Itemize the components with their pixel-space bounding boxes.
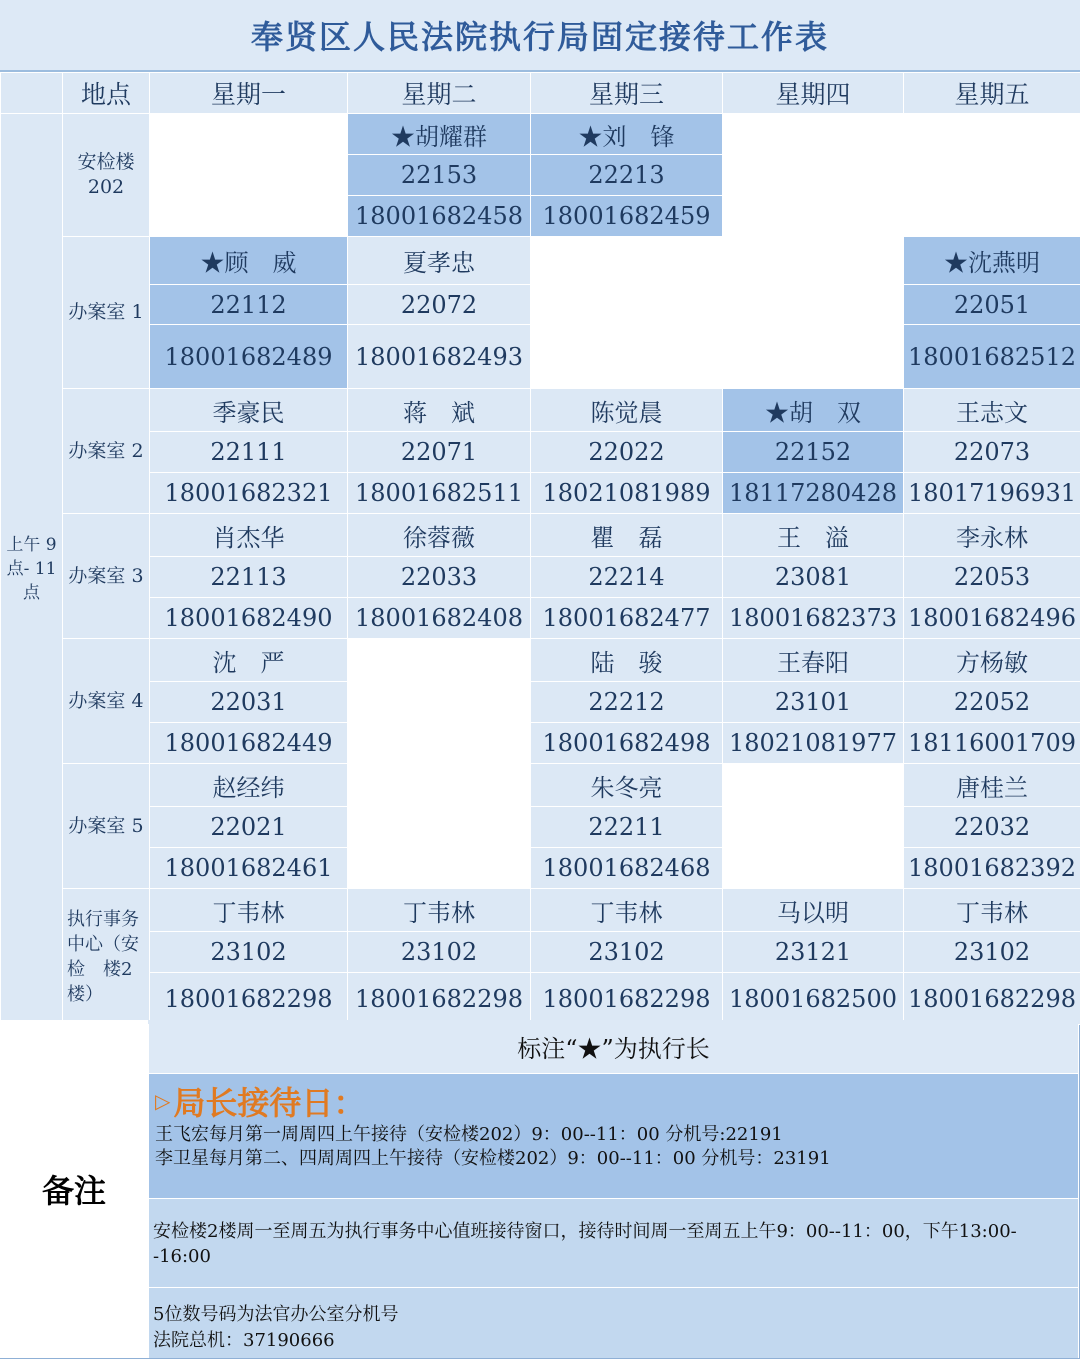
staff-phone: 18001682298 [531, 973, 723, 1025]
staff-name: 李永林 [904, 514, 1080, 557]
schedule-row [1, 557, 1080, 598]
staff-extension: 22211 [531, 807, 723, 848]
staff-name: 季豪民 [150, 389, 348, 432]
staff-name: 徐蓉薇 [348, 514, 531, 557]
schedule-row [1, 764, 1080, 807]
header-location: 地点 [63, 73, 150, 114]
staff-name [348, 764, 531, 807]
staff-name: 丁韦林 [904, 889, 1080, 932]
staff-name: 赵经纬 [150, 764, 348, 807]
staff-phone: 18001682493 [348, 325, 531, 389]
room-label: 办案室 5 [63, 764, 150, 889]
room-label: 办案室 3 [63, 514, 150, 639]
header-row [1, 73, 1080, 114]
staff-phone: 18001682511 [348, 473, 531, 514]
staff-extension: 22152 [723, 432, 904, 473]
staff-extension: 22051 [904, 285, 1080, 325]
staff-extension [150, 155, 348, 196]
staff-phone: 18017196931 [904, 473, 1080, 514]
staff-name: 蒋 斌 [348, 389, 531, 432]
notes-label: 备注 [0, 1020, 148, 1358]
triangle-right-icon: ▷ [155, 1089, 171, 1113]
schedule-row [1, 598, 1080, 639]
staff-phone: 18001682298 [348, 973, 531, 1025]
staff-name: 陈觉晨 [531, 389, 723, 432]
staff-phone: 18001682298 [904, 973, 1080, 1025]
staff-extension: 22071 [348, 432, 531, 473]
service-center-text: 安检楼2楼周一至周五为执行事务中心值班接待窗口，接待时间周一至周五上午9：00--11：00，下午13:00--16:00 [153, 1221, 1017, 1267]
schedule-row [1, 432, 1080, 473]
staff-phone [723, 325, 904, 389]
staff-extension: 23102 [348, 932, 531, 973]
header-day: 星期二 [348, 73, 531, 114]
staff-phone: 18001682496 [904, 598, 1080, 639]
staff-name [348, 639, 531, 682]
schedule-row [1, 155, 1080, 196]
star-note: 标注“★”为执行长 [149, 1020, 1078, 1073]
schedule-row [1, 682, 1080, 723]
staff-phone: 18001682489 [150, 325, 348, 389]
staff-phone: 18001682321 [150, 473, 348, 514]
staff-phone: 18001682458 [348, 196, 531, 237]
schedule-row [1, 514, 1080, 557]
staff-phone: 18001682408 [348, 598, 531, 639]
staff-phone [348, 848, 531, 889]
schedule-row [1, 932, 1080, 973]
staff-extension: 22113 [150, 557, 348, 598]
staff-name: ★顾 威 [150, 237, 348, 285]
schedule-row [1, 848, 1080, 889]
staff-phone: 18001682449 [150, 723, 348, 764]
schedule-row [1, 114, 1080, 155]
schedule-row [1, 973, 1080, 1025]
room-label: 安检楼 202 [63, 114, 150, 237]
staff-extension: 22212 [531, 682, 723, 723]
staff-extension: 22153 [348, 155, 531, 196]
staff-name: ★刘 锋 [531, 114, 723, 155]
staff-extension [723, 807, 904, 848]
staff-name: 朱冬亮 [531, 764, 723, 807]
schedule-row [1, 325, 1080, 389]
staff-name: 丁韦林 [531, 889, 723, 932]
staff-name: 丁韦林 [348, 889, 531, 932]
director-line-2: 李卫星每月第二、四周周四上午接待（安检楼202）9：00--11：00 分机号：23191 [155, 1148, 831, 1169]
staff-name [723, 114, 904, 155]
schedule-row [1, 723, 1080, 764]
staff-extension [348, 682, 531, 723]
staff-name: ★沈燕明 [904, 237, 1080, 285]
schedule-row [1, 807, 1080, 848]
room-label: 办案室 4 [63, 639, 150, 764]
staff-name: 陆 骏 [531, 639, 723, 682]
header-day: 星期一 [150, 73, 348, 114]
staff-name: 瞿 磊 [531, 514, 723, 557]
schedule-row [1, 196, 1080, 237]
staff-extension: 23102 [904, 932, 1080, 973]
room-label: 执行事务中心（安检 楼2楼） [63, 889, 150, 1025]
staff-phone [531, 325, 723, 389]
staff-extension: 22213 [531, 155, 723, 196]
staff-name: 王 溢 [723, 514, 904, 557]
room-label: 办案室 2 [63, 389, 150, 514]
staff-extension: 22112 [150, 285, 348, 325]
header-day: 星期五 [904, 73, 1080, 114]
staff-name: 方杨敏 [904, 639, 1080, 682]
staff-name: 马以明 [723, 889, 904, 932]
staff-phone: 18001682477 [531, 598, 723, 639]
extension-note-text: 5位数号码为法官办公室分机号 [153, 1304, 399, 1325]
staff-name [150, 114, 348, 155]
court-main-line: 法院总机：37190666 [153, 1330, 335, 1351]
staff-name [723, 764, 904, 807]
staff-phone: 18021081977 [723, 723, 904, 764]
staff-phone: 18116001709 [904, 723, 1080, 764]
staff-extension: 22022 [531, 432, 723, 473]
staff-name [904, 114, 1080, 155]
staff-name: ★胡 双 [723, 389, 904, 432]
staff-extension: 23101 [723, 682, 904, 723]
schedule-row [1, 237, 1080, 285]
time-slot: 上午 9 点- 11点 [1, 114, 63, 1025]
header-day: 星期三 [531, 73, 723, 114]
staff-phone: 18001682490 [150, 598, 348, 639]
service-center-note [149, 1199, 1078, 1287]
staff-extension: 22032 [904, 807, 1080, 848]
staff-extension [531, 285, 723, 325]
header-blank [1, 73, 63, 114]
director-reception-section [149, 1074, 1078, 1198]
staff-extension [723, 155, 904, 196]
staff-phone [723, 848, 904, 889]
staff-extension: 22073 [904, 432, 1080, 473]
schedule-row [1, 639, 1080, 682]
staff-extension: 22021 [150, 807, 348, 848]
staff-phone [150, 196, 348, 237]
staff-extension: 22111 [150, 432, 348, 473]
staff-extension: 23081 [723, 557, 904, 598]
schedule-table [0, 72, 1080, 1025]
staff-extension: 22052 [904, 682, 1080, 723]
staff-phone [723, 196, 904, 237]
schedule-row [1, 889, 1080, 932]
staff-extension [723, 285, 904, 325]
header-day: 星期四 [723, 73, 904, 114]
staff-phone: 18001682461 [150, 848, 348, 889]
staff-phone [904, 196, 1080, 237]
staff-phone: 18001682512 [904, 325, 1080, 389]
extension-note [149, 1288, 1078, 1358]
director-line-1: 王飞宏每月第一周周四上午接待（安检楼202）9：00--11：00 分机号:22191 [155, 1124, 783, 1145]
staff-phone: 18001682500 [723, 973, 904, 1025]
staff-extension: 22033 [348, 557, 531, 598]
staff-extension [348, 807, 531, 848]
staff-extension: 23121 [723, 932, 904, 973]
staff-phone: 18001682298 [150, 973, 348, 1025]
staff-phone: 18021081989 [531, 473, 723, 514]
director-reception-heading [155, 1078, 365, 1124]
staff-phone [348, 723, 531, 764]
schedule-row [1, 285, 1080, 325]
page-title: 奉贤区人民法院执行局固定接待工作表 [0, 0, 1080, 72]
director-heading-text: 局长接待日： [173, 1084, 366, 1122]
staff-extension: 22053 [904, 557, 1080, 598]
staff-phone: 18001682459 [531, 196, 723, 237]
staff-extension [904, 155, 1080, 196]
room-label: 办案室 1 [63, 237, 150, 389]
staff-phone: 18001682373 [723, 598, 904, 639]
staff-name: 王志文 [904, 389, 1080, 432]
staff-name [723, 237, 904, 285]
staff-name: 唐桂兰 [904, 764, 1080, 807]
staff-name: 肖杰华 [150, 514, 348, 557]
staff-phone: 18001682498 [531, 723, 723, 764]
staff-extension: 22072 [348, 285, 531, 325]
staff-extension: 22214 [531, 557, 723, 598]
staff-name: 夏孝忠 [348, 237, 531, 285]
staff-phone: 18117280428 [723, 473, 904, 514]
staff-phone: 18001682468 [531, 848, 723, 889]
staff-extension: 22031 [150, 682, 348, 723]
staff-name: 沈 严 [150, 639, 348, 682]
staff-extension: 23102 [531, 932, 723, 973]
staff-extension: 23102 [150, 932, 348, 973]
schedule-row [1, 389, 1080, 432]
staff-name [531, 237, 723, 285]
staff-phone: 18001682392 [904, 848, 1080, 889]
staff-name: 王春阳 [723, 639, 904, 682]
staff-name: ★胡耀群 [348, 114, 531, 155]
schedule-row [1, 473, 1080, 514]
staff-name: 丁韦林 [150, 889, 348, 932]
